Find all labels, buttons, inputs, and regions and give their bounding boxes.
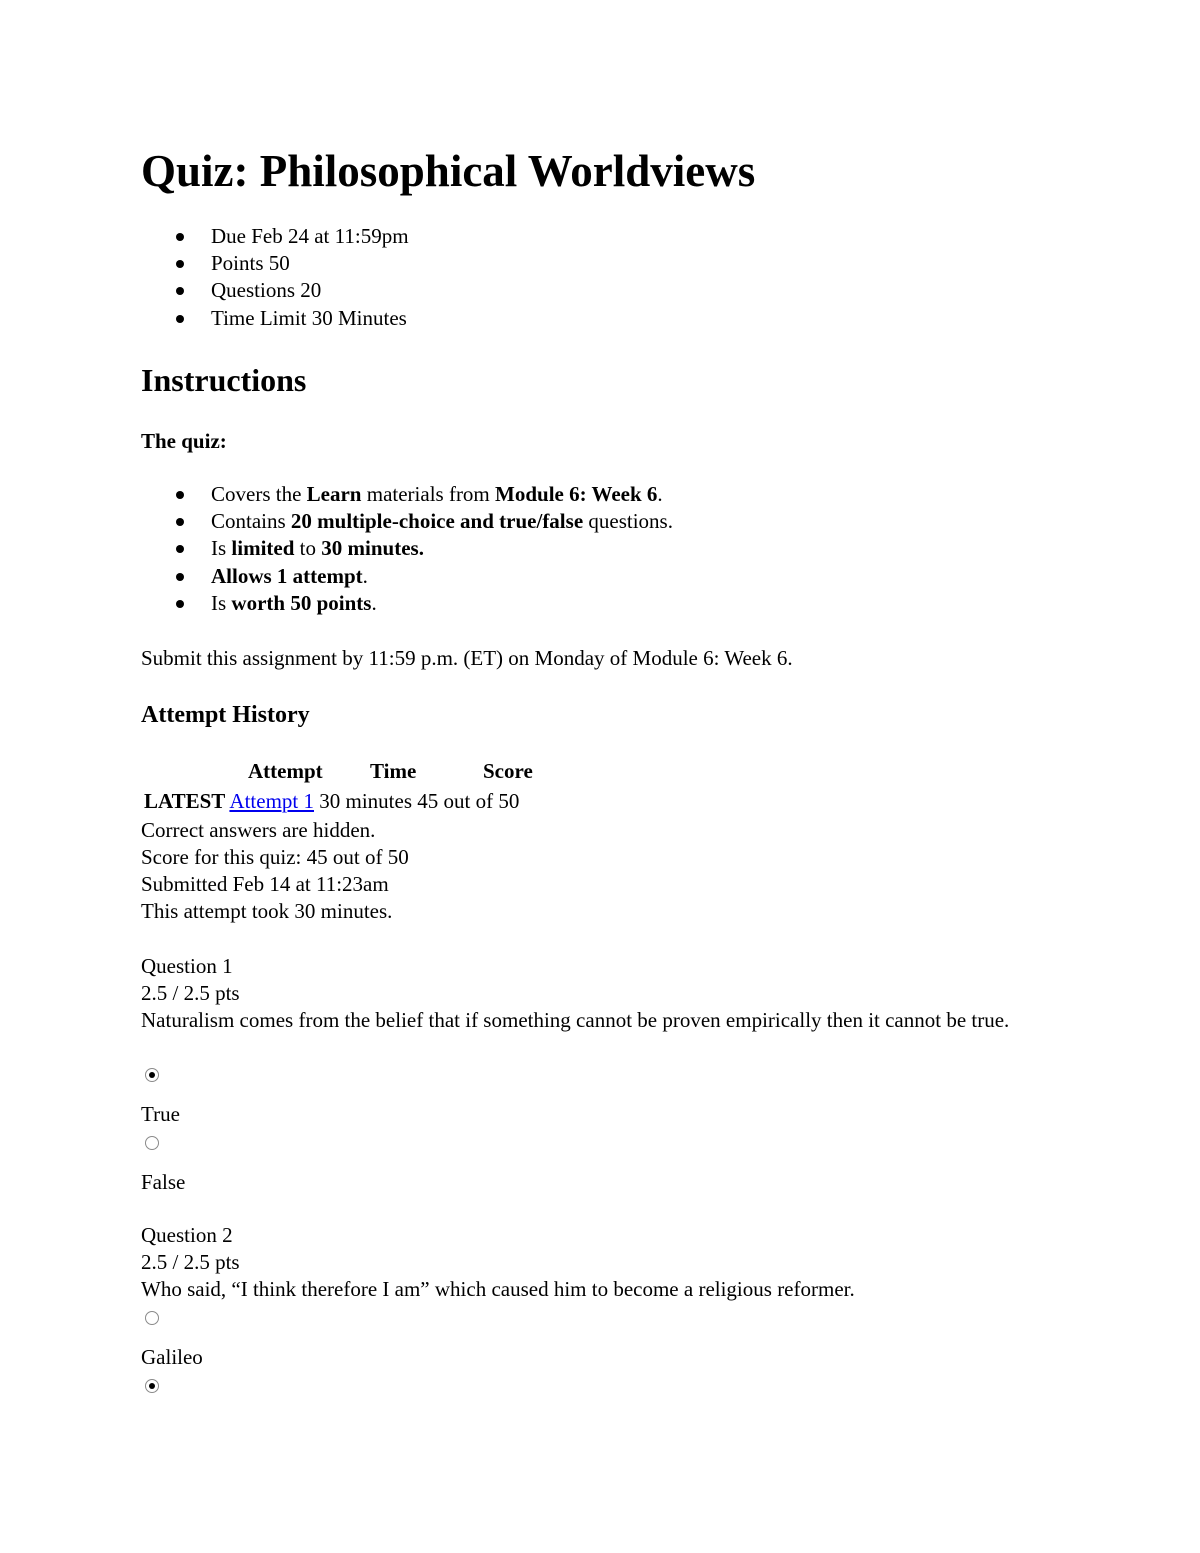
- instruction-item: Covers the Learn materials from Module 6: Week 6.: [141, 481, 673, 508]
- meta-due: Due Feb 24 at 11:59pm: [141, 223, 409, 250]
- question-1-radio-true[interactable]: [145, 1068, 159, 1082]
- instructions-list: [141, 481, 673, 617]
- question-1-text: Naturalism comes from the belief that if something cannot be proven empirically then it cannot be true.: [141, 1008, 1010, 1032]
- attempt-time: 30 minutes: [319, 789, 412, 813]
- attempt-score: 45 out of 50: [417, 789, 520, 813]
- question-2-label: Question 2: [141, 1223, 233, 1247]
- question-1-option-false: False: [141, 1170, 186, 1194]
- question-1-points: 2.5 / 2.5 pts: [141, 981, 240, 1005]
- meta-points: Points 50: [141, 250, 409, 277]
- column-header-attempt: Attempt: [248, 759, 323, 783]
- attempt-1-link[interactable]: Attempt 1: [229, 789, 314, 813]
- question-2-points: 2.5 / 2.5 pts: [141, 1250, 240, 1274]
- submitted-time: Submitted Feb 14 at 11:23am: [141, 872, 389, 896]
- instructions-intro: The quiz:: [141, 429, 227, 453]
- attempt-history-heading: Attempt History: [141, 702, 310, 728]
- page-title: Quiz: Philosophical Worldviews: [141, 146, 756, 196]
- latest-badge: LATEST: [144, 789, 226, 813]
- instruction-item: Allows 1 attempt.: [141, 563, 673, 590]
- meta-time-limit: Time Limit 30 Minutes: [141, 305, 409, 332]
- quiz-meta-list: [141, 223, 409, 332]
- attempt-row: [144, 788, 519, 815]
- instruction-item: Contains 20 multiple-choice and true/false questions.: [141, 508, 673, 535]
- instruction-item: Is limited to 30 minutes.: [141, 535, 673, 562]
- instruction-item: Is worth 50 points.: [141, 590, 673, 617]
- question-2-text: Who said, “I think therefore I am” which caused him to become a religious reformer.: [141, 1277, 855, 1301]
- question-1-option-true: True: [141, 1102, 180, 1126]
- correct-answers-note: Correct answers are hidden.: [141, 818, 376, 842]
- meta-questions: Questions 20: [141, 277, 409, 304]
- question-1-radio-false[interactable]: [145, 1136, 159, 1150]
- question-2-option-galileo: Galileo: [141, 1345, 203, 1369]
- question-2-radio-galileo[interactable]: [145, 1311, 159, 1325]
- question-1-label: Question 1: [141, 954, 233, 978]
- attempt-duration: This attempt took 30 minutes.: [141, 899, 393, 923]
- instructions-heading: Instructions: [141, 362, 307, 398]
- column-header-time: Time: [370, 759, 417, 783]
- submit-instructions: Submit this assignment by 11:59 p.m. (ET) on Monday of Module 6: Week 6.: [141, 646, 793, 670]
- quiz-score: Score for this quiz: 45 out of 50: [141, 845, 409, 869]
- question-2-radio-selected[interactable]: [145, 1379, 159, 1393]
- column-header-score: Score: [483, 759, 533, 783]
